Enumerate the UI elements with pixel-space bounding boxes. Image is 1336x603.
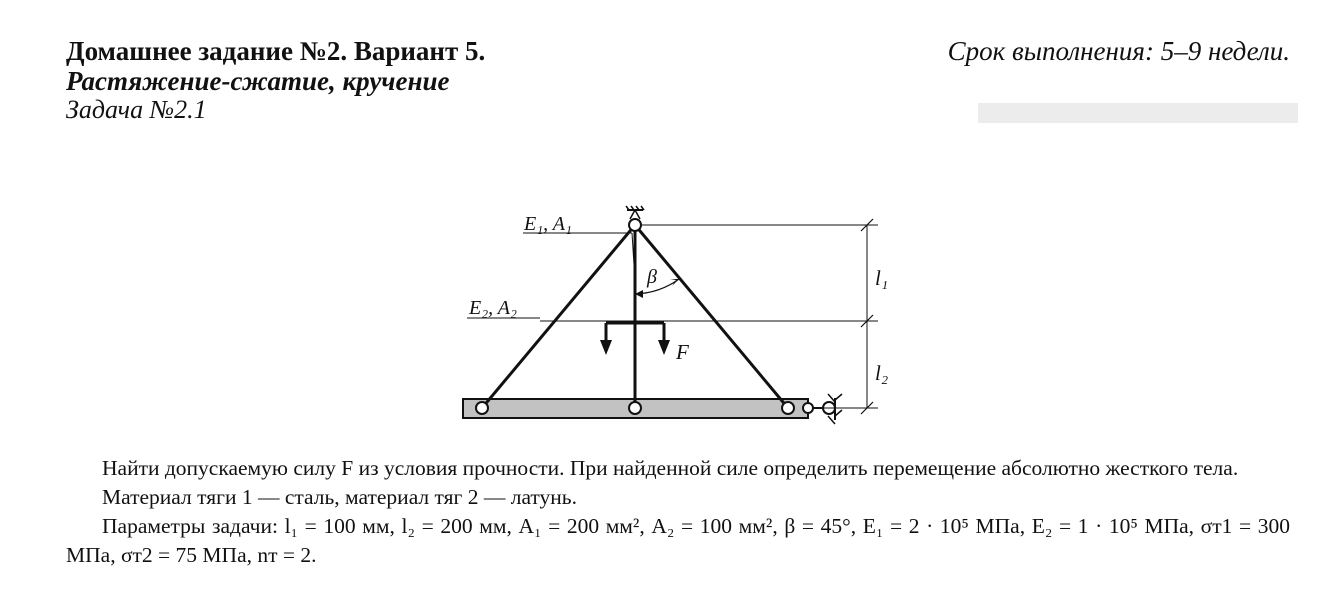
hinge-center-icon [629, 402, 641, 414]
param-l2: l₂ = 200 мм [401, 514, 507, 538]
paragraph-task: Найти допускаемую силу F из условия прочности. При найденной силе определить перемещение абсолютно жесткого тела. [102, 456, 1239, 480]
force-arrow-left-icon [600, 340, 612, 355]
label-l1: l₁ [875, 266, 889, 290]
force-arrow-right-icon [658, 340, 670, 355]
task-title: Задача №2.1 [66, 95, 207, 124]
label-rod1: E₁, A₁ [524, 213, 572, 235]
paragraph-parameters: Параметры задачи: l₁ = 100 мм, l₂ = 200 мм, A₁ = 200 мм², A₂ = 100 мм², β = 45°, E₁ = 2 · 10⁵ МПа, E₂ = 1 · 10⁵ МПа, σт1 = 300 МПа, σт2 = 75 МПа, nт = 2. [66, 514, 1291, 567]
hinge-right-icon [782, 402, 794, 414]
param-a2: A₂ = 100 мм² [651, 514, 773, 538]
param-a1: A₁ = 200 мм² [518, 514, 640, 538]
problem-text [66, 454, 1290, 570]
assignment-title: Домашнее задание №2. Вариант 5. [66, 36, 486, 66]
param-sigma1: σт1 = 300 МПа [66, 514, 1291, 567]
rod-right [635, 225, 788, 408]
top-support-icon [626, 206, 644, 231]
label-rod2: E₂, A₂ [469, 297, 517, 319]
param-sigma2: σт2 = 75 МПа [120, 543, 247, 567]
paragraph-materials: Материал тяги 1 — сталь, материал тяг 2 — латунь. [102, 485, 577, 509]
label-l2: l₂ [875, 361, 889, 385]
assignment-subtitle: Растяжение-сжатие, кручение [66, 66, 450, 96]
label-beta: β [647, 266, 657, 288]
hinge-left-icon [476, 402, 488, 414]
param-e2: E₂ = 1 · 10⁵ МПа [1031, 514, 1189, 538]
param-n: nт = 2 [257, 543, 312, 567]
params-prefix: Параметры задачи: [102, 514, 285, 538]
param-e1: E₁ = 2 · 10⁵ МПа [862, 514, 1020, 538]
param-l1: l₁ = 100 мм [284, 514, 390, 538]
label-force: F [676, 340, 689, 364]
param-beta: β = 45° [784, 514, 851, 538]
deadline-text: Срок выполнения: 5–9 недели. [947, 36, 1290, 66]
